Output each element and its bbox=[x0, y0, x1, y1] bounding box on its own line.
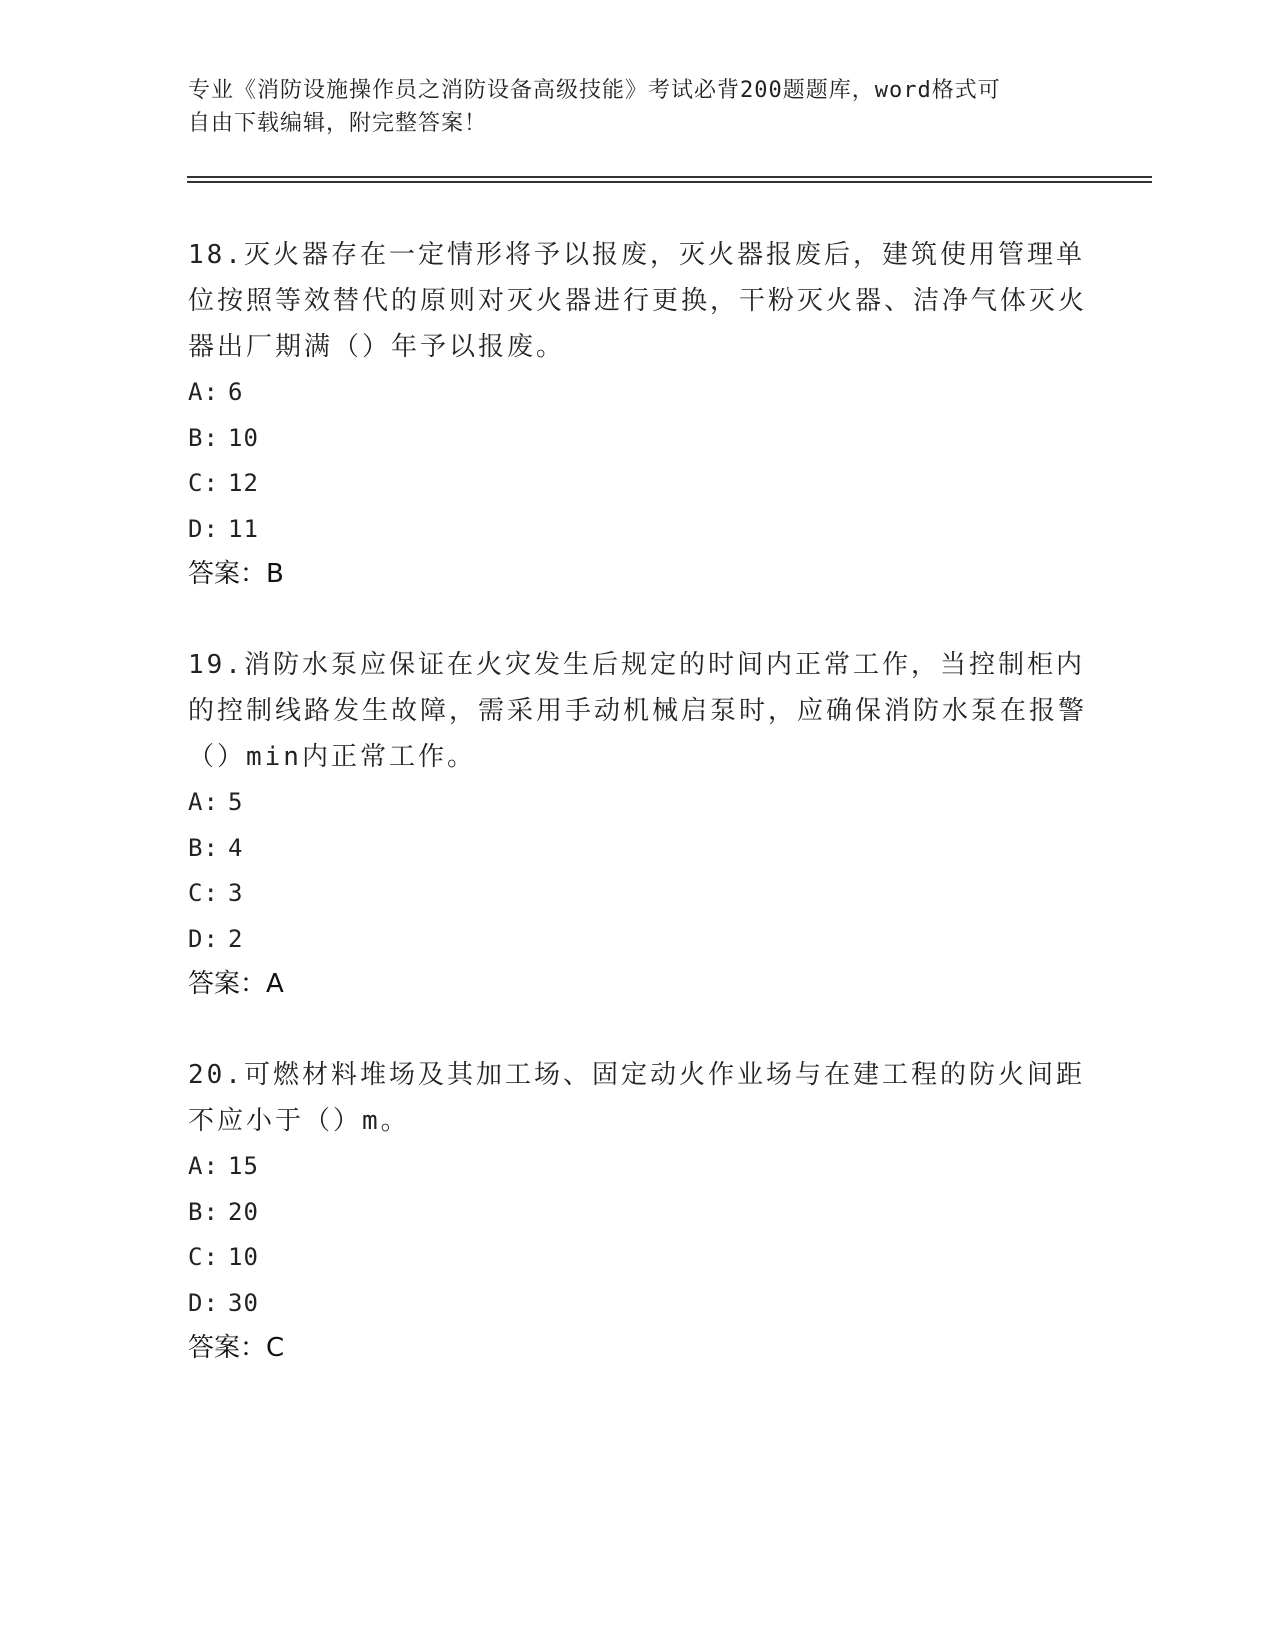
option-b bbox=[188, 1190, 1088, 1236]
option-value: 30 bbox=[228, 1288, 259, 1317]
header-divider-top bbox=[187, 176, 1152, 178]
option-value: 11 bbox=[228, 514, 259, 543]
option-value: 12 bbox=[228, 469, 259, 497]
option-value: 10 bbox=[228, 423, 259, 452]
question-20 bbox=[188, 1052, 1088, 1370]
option-b bbox=[188, 416, 1088, 462]
option-key: D: bbox=[188, 924, 219, 953]
option-a bbox=[188, 370, 1088, 416]
header-line-2: 自由下载编辑，附完整答案！ bbox=[188, 111, 488, 136]
answer-line: 答案：B bbox=[188, 559, 284, 589]
option-key: B: bbox=[188, 423, 219, 452]
option-c bbox=[188, 871, 1088, 917]
header-divider-bottom bbox=[187, 181, 1152, 183]
option-c bbox=[188, 461, 1088, 507]
option-d bbox=[188, 1281, 1088, 1327]
option-value: 2 bbox=[228, 924, 244, 953]
question-text: 20.可燃材料堆场及其加工场、固定动火作业场与在建工程的防火间距不应小于（）m。 bbox=[188, 1060, 1085, 1136]
option-key: C: bbox=[188, 879, 219, 907]
answer-line: 答案：C bbox=[188, 1333, 285, 1363]
option-c bbox=[188, 1235, 1088, 1281]
option-value: 10 bbox=[228, 1243, 259, 1271]
option-key: A: bbox=[188, 788, 219, 816]
option-key: A: bbox=[188, 378, 219, 406]
option-key: B: bbox=[188, 1197, 219, 1226]
option-key: B: bbox=[188, 833, 219, 862]
option-value: 5 bbox=[228, 788, 244, 816]
question-19 bbox=[188, 642, 1088, 1006]
option-value: 15 bbox=[228, 1152, 259, 1180]
option-value: 4 bbox=[228, 833, 244, 862]
option-value: 6 bbox=[228, 378, 244, 406]
answer-line: 答案：A bbox=[188, 969, 284, 999]
option-key: C: bbox=[188, 469, 219, 497]
option-b bbox=[188, 826, 1088, 872]
question-text: 18.灭火器存在一定情形将予以报废，灭火器报废后，建筑使用管理单位按照等效替代的原则对灭火器进行更换，干粉灭火器、洁净气体灭火器出厂期满（）年予以报废。 bbox=[188, 240, 1088, 362]
question-text: 19.消防水泵应保证在火灾发生后规定的时间内正常工作，当控制柜内的控制线路发生故障，需采用手动机械启泵时，应确保消防水泵在报警（）min内正常工作。 bbox=[188, 650, 1088, 772]
header-line-1: 专业《消防设施操作员之消防设备高级技能》考试必背200题题库，word格式可 bbox=[188, 78, 1001, 103]
option-d bbox=[188, 917, 1088, 963]
question-18 bbox=[188, 232, 1088, 596]
option-value: 20 bbox=[228, 1197, 259, 1226]
option-key: D: bbox=[188, 514, 219, 543]
option-a bbox=[188, 780, 1088, 826]
option-key: A: bbox=[188, 1152, 219, 1180]
option-value: 3 bbox=[228, 879, 244, 907]
option-d bbox=[188, 507, 1088, 553]
option-key: C: bbox=[188, 1243, 219, 1271]
option-a bbox=[188, 1144, 1088, 1190]
document-header bbox=[188, 74, 1068, 140]
option-key: D: bbox=[188, 1288, 219, 1317]
